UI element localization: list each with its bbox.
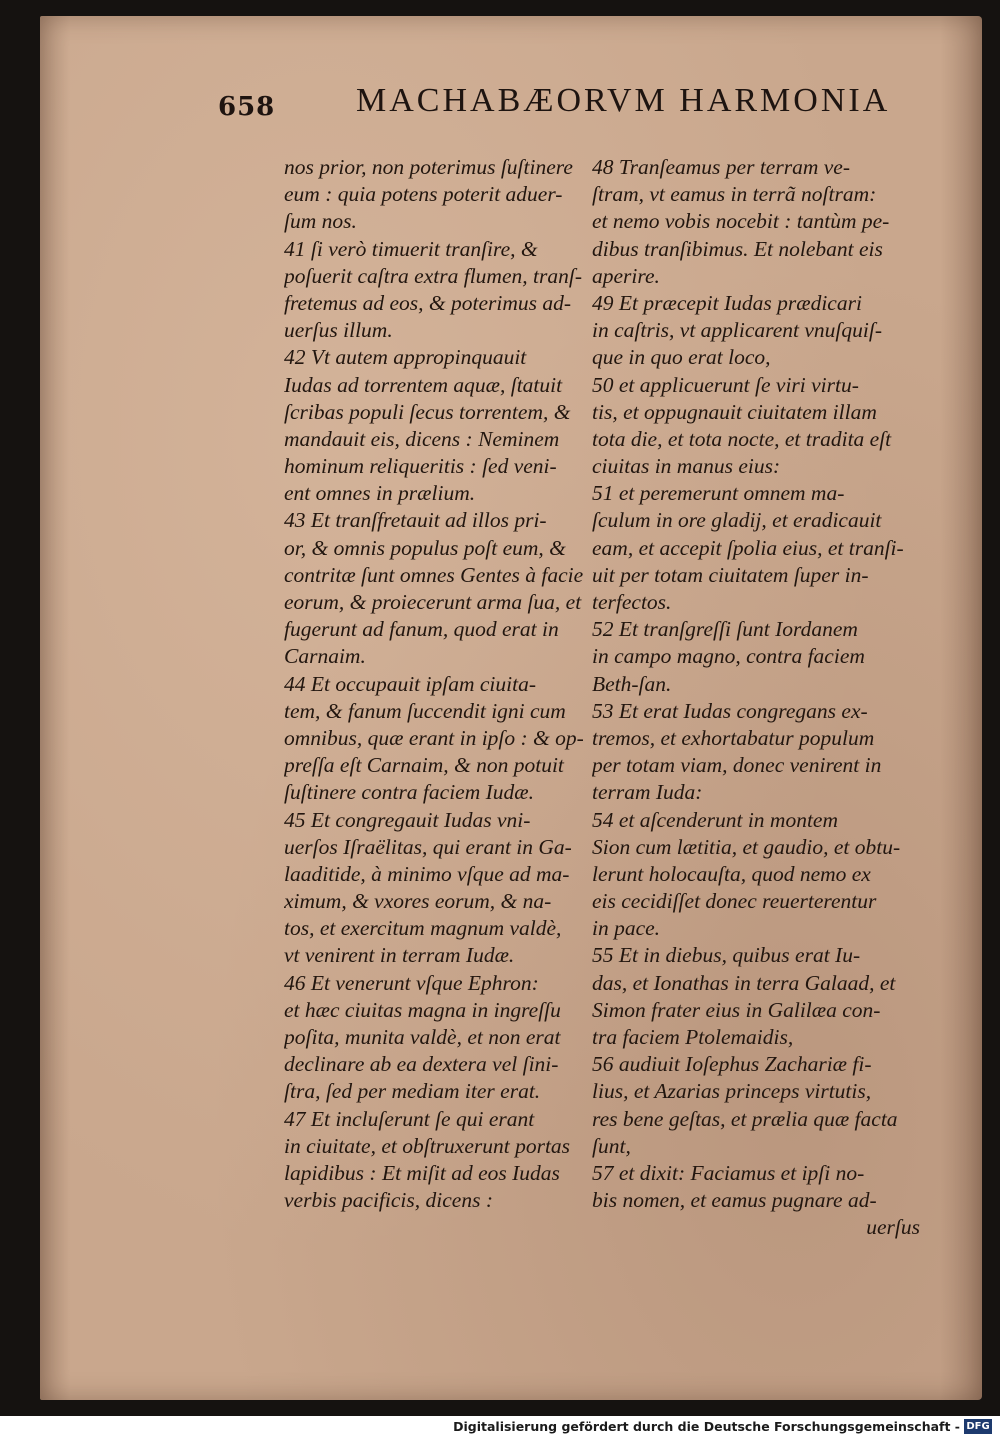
text-line: eam, et accepit ſpolia eius, et tranſi- xyxy=(592,535,904,560)
text-line: bis nomen, et eamus pugnare ad- xyxy=(592,1188,877,1213)
text-line: eis cecidiſſet donec reuerterentur xyxy=(592,889,877,914)
text-line: tra faciem Ptolemaidis, xyxy=(592,1025,794,1049)
text-line: eum : quia potens poterit aduer- xyxy=(284,182,563,207)
text-line: tota die, et tota nocte, et tradita eſt xyxy=(592,426,892,451)
text-line: laaditide, à minimo vſque ad ma- xyxy=(284,861,570,886)
text-line: tem, & fanum ſuccendit igni cum xyxy=(284,698,566,723)
text-line: Sion cum lætitia, et gaudio, et obtu- xyxy=(592,834,901,859)
right-text-column xyxy=(592,154,928,1242)
page-number: 658 xyxy=(218,92,276,122)
funding-note: Digitalisierung gefördert durch die Deutsche Forschungsgemeinschaft - xyxy=(453,1419,960,1434)
text-line: 55 Et in diebus, quibus erat Iu- xyxy=(592,943,861,968)
text-line: Iudas ad torrentem aquæ, ſtatuit xyxy=(284,372,563,397)
text-line: fretemus ad eos, & poterimus ad- xyxy=(284,290,572,315)
text-line: ent omnes in prælium. xyxy=(284,481,476,506)
text-line: ſculum in ore gladij, et eradicauit xyxy=(592,508,882,533)
text-line: in ciuitate, et obſtruxerunt portas xyxy=(284,1133,571,1158)
text-line: 42 Vt autem appropinquauit xyxy=(284,345,527,370)
left-text-column xyxy=(284,154,606,1214)
text-line: tos, et exercitum magnum valdè, xyxy=(284,916,562,941)
text-line: nos prior, non poterimus ſuſtinere xyxy=(284,155,573,179)
text-line: 46 Et venerunt vſque Ephron: xyxy=(284,970,539,995)
text-line: 54 et aſcenderunt in montem xyxy=(592,807,839,832)
text-line: vt venirent in terram Iudæ. xyxy=(284,943,515,968)
text-line: omnibus, quæ erant in ipſo : & op- xyxy=(284,725,584,750)
running-head: MACHABÆORVM HARMONIA xyxy=(356,82,891,119)
text-line: 51 et peremerunt omnem ma- xyxy=(592,481,845,506)
text-line: terram Iuda: xyxy=(592,780,703,805)
text-line: poſita, munita valdè, et non erat xyxy=(284,1025,561,1049)
dfg-logo: DFG xyxy=(964,1419,992,1434)
text-line: ſum nos. xyxy=(284,209,357,234)
text-line: et nemo vobis nocebit : tantùm pe- xyxy=(592,209,890,234)
text-line: 53 Et erat Iudas congregans ex- xyxy=(592,698,868,723)
footer-bar xyxy=(0,1416,1000,1438)
text-line: lius, et Azarias princeps virtutis, xyxy=(592,1079,872,1104)
text-line: per totam viam, donec venirent in xyxy=(592,753,882,778)
text-line: lapidibus : Et miſit ad eos Iudas xyxy=(284,1160,560,1185)
text-line: Simon frater eius in Galilæa con- xyxy=(592,997,881,1022)
text-line: mandauit eis, dicens : Neminem xyxy=(284,426,560,451)
text-line: ſunt, xyxy=(592,1133,631,1158)
text-line: hominum reliqueritis : ſed veni- xyxy=(284,454,557,479)
text-line: 49 Et præcepit Iudas prædicari xyxy=(592,290,862,315)
text-line: 43 Et tranſfretauit ad illos pri- xyxy=(284,508,547,533)
text-line: ſuſtinere contra faciem Iudæ. xyxy=(284,780,534,805)
text-line: ximum, & vxores eorum, & na- xyxy=(284,889,552,914)
text-line: ſtram, vt eamus in terrã noſtram: xyxy=(592,182,877,207)
text-line: or, & omnis populus poſt eum, & xyxy=(284,535,566,560)
text-line: in pace. xyxy=(592,916,661,941)
text-line: das, et Ionathas in terra Galaad, et xyxy=(592,970,896,995)
text-line: declinare ab ea dextera vel ſini- xyxy=(284,1052,559,1077)
text-line: et hæc ciuitas magna in ingreſſu xyxy=(284,997,561,1022)
text-line: contritæ ſunt omnes Gentes à facie xyxy=(284,562,584,587)
catchword: uerſus xyxy=(866,1215,920,1240)
text-line: Carnaim. xyxy=(284,644,366,669)
text-line: 50 et applicuerunt ſe viri virtu- xyxy=(592,372,859,397)
text-line: poſuerit caſtra extra flumen, tranſ- xyxy=(284,263,582,288)
text-line: ſcribas populi ſecus torrentem, & xyxy=(284,399,571,424)
text-line: 48 Tranſeamus per terram ve- xyxy=(592,155,850,179)
text-line: Beth-ſan. xyxy=(592,671,672,696)
text-line: 44 Et occupauit ipſam ciuita- xyxy=(284,671,536,696)
text-line: aperire. xyxy=(592,263,660,288)
text-line: 52 Et tranſgreſſi ſunt Iordanem xyxy=(592,617,858,642)
text-line: terfectos. xyxy=(592,590,672,614)
text-line: 56 audiuit Ioſephus Zachariæ fi- xyxy=(592,1052,872,1077)
text-line: preſſa eſt Carnaim, & non potuit xyxy=(284,753,564,778)
text-line: 41 ſi verò timuerit tranſire, & xyxy=(284,236,538,261)
text-line: tis, et oppugnauit ciuitatem illam xyxy=(592,399,877,424)
text-line: tremos, et exhortabatur populum xyxy=(592,725,875,750)
text-line: que in quo erat loco, xyxy=(592,345,771,370)
text-line: dibus tranſibimus. Et nolebant eis xyxy=(592,236,883,261)
text-line: 45 Et congregauit Iudas vni- xyxy=(284,807,531,832)
text-line: eorum, & proiecerunt arma ſua, et xyxy=(284,590,582,614)
text-line: res bene geſtas, et prælia quæ facta xyxy=(592,1106,898,1131)
text-line: in campo magno, contra faciem xyxy=(592,644,865,669)
text-line: in caſtris, vt applicarent vnuſquiſ- xyxy=(592,318,883,343)
text-line: fugerunt ad fanum, quod erat in xyxy=(284,617,559,642)
text-line: uit per totam ciuitatem ſuper in- xyxy=(592,562,869,587)
text-line: uerſos Iſraëlitas, qui erant in Ga- xyxy=(284,834,572,859)
text-line: lerunt holocauſta, quod nemo ex xyxy=(592,861,871,886)
text-line: 47 Et incluſerunt ſe qui erant xyxy=(284,1106,535,1131)
text-line: uerſus illum. xyxy=(284,318,393,343)
text-line: ciuitas in manus eius: xyxy=(592,454,781,479)
text-line: ſtra, ſed per mediam iter erat. xyxy=(284,1079,541,1104)
text-line: 57 et dixit: Faciamus et ipſi no- xyxy=(592,1160,865,1185)
text-line: verbis pacificis, dicens : xyxy=(284,1188,493,1213)
